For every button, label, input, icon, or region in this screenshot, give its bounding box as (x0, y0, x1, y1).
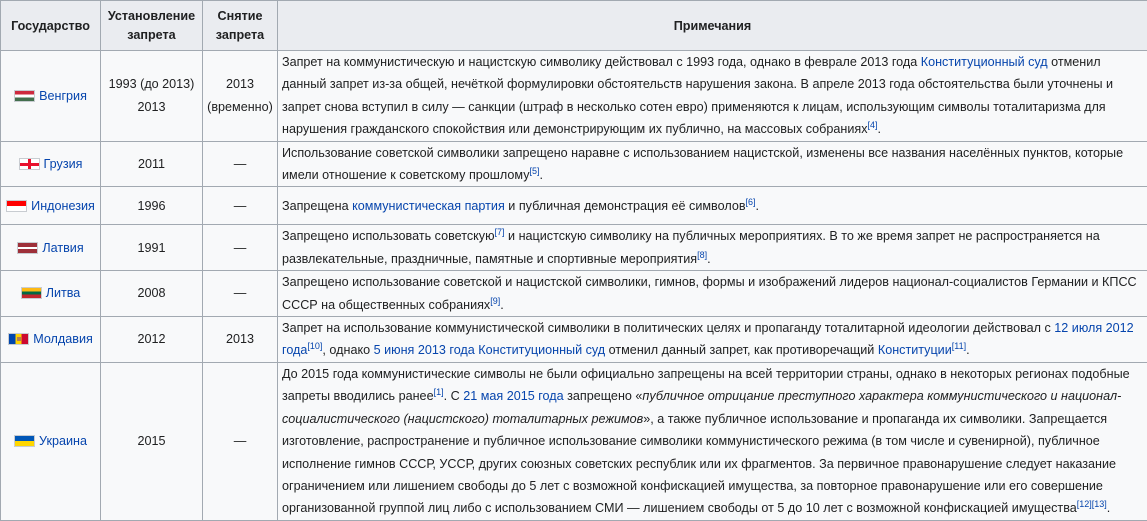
note-cell (278, 225, 1147, 271)
header-country[interactable]: Государство (1, 1, 101, 51)
note-text: Запрещено использовать советскую (282, 229, 495, 243)
country-link-ukraine[interactable]: Украина (39, 434, 87, 448)
lithuania-flag-icon (21, 287, 42, 299)
ban-set-cell: 1993 (до 2013) 2013 (101, 51, 203, 142)
note-text: . (878, 122, 882, 136)
note-cell (278, 141, 1147, 187)
reference-link[interactable]: [11] (952, 341, 966, 351)
note-text: . (1107, 501, 1111, 515)
reference-link[interactable]: [9] (490, 295, 500, 305)
ban-set-cell: 2008 (101, 271, 203, 317)
link-communist-party[interactable]: коммунистическая партия (352, 199, 505, 213)
ban-lift-cell: — (203, 225, 278, 271)
ban-lift-cell: 2013 (временно) (203, 51, 278, 142)
note-text: До 2015 года коммунистические символы не были официально запрещены на всей территории страны, однако в некоторых регионах подобные запреты вводились ранее (282, 367, 1130, 403)
reference-link[interactable]: [6] (746, 197, 756, 207)
table-row (1, 317, 1147, 363)
reference-link[interactable]: [7] (495, 227, 505, 237)
country-link-indonesia[interactable]: Индонезия (31, 199, 95, 213)
country-cell (1, 362, 101, 520)
note-cell (278, 362, 1147, 520)
ban-lift-cell: 2013 (203, 317, 278, 363)
ban-lift-cell: — (203, 141, 278, 187)
latvia-flag-icon (17, 242, 38, 254)
note-text: », а также публичное использование и пропаганда их символики. Запрещается изготовление, распространение и публичное использование символики коммунистического режима (в том числе и сувенирной), публичное исполнение гимнов СССР, УССР, других союзных советских республик или их фрагментов. За первичное правонарушение следует наказание ограничением или лишением свободы до 5 лет с возможной конфискацией имущества, за повторное правонарушение или его совершение организованной группой лиц либо с использованием СМИ — лишением свободы от 5 до 10 лет с возможной конфискацией имущества (282, 412, 1116, 516)
ban-lift-cell: — (203, 187, 278, 225)
country-cell (1, 51, 101, 142)
link-date-2012[interactable]: 12 июля 2012 года (282, 321, 1134, 357)
note-text: . (540, 168, 544, 182)
table-row (1, 51, 1147, 142)
note-cell (278, 187, 1147, 225)
country-link-lithuania[interactable]: Литва (46, 286, 81, 300)
reference-link[interactable]: [5] (530, 166, 540, 176)
reference-link[interactable]: [10] (307, 341, 322, 351)
table-row (1, 271, 1147, 317)
note-text: . С (444, 389, 464, 403)
link-constitutional-court[interactable]: Конституционный суд (921, 55, 1048, 69)
moldova-flag-icon (8, 333, 29, 345)
ban-set-cell: 1991 (101, 225, 203, 271)
reference-link[interactable]: [12] (1077, 499, 1092, 509)
country-link-georgia[interactable]: Грузия (44, 157, 83, 171)
hungary-flag-icon (14, 90, 35, 102)
note-text: и нацистскую символику на публичных мероприятиях. В то же время запрет не распространяется на развлекательные, праздничные, памятные и спортивные мероприятия (282, 229, 1100, 265)
country-cell (1, 187, 101, 225)
georgia-flag-icon (19, 158, 40, 170)
country-cell (1, 271, 101, 317)
note-cell (278, 271, 1147, 317)
country-cell (1, 141, 101, 187)
note-text: . (707, 252, 711, 266)
country-link-latvia[interactable]: Латвия (42, 241, 83, 255)
note-text: , однако (322, 343, 373, 357)
note-cell (278, 51, 1147, 142)
reference-link[interactable]: [1] (434, 387, 444, 397)
link-date-may-21[interactable]: 21 мая (463, 389, 503, 403)
ban-set-cell: 1996 (101, 187, 203, 225)
note-text: Запрет на использование коммунистической символики в политических целях и пропаганду тоталитарной идеологии действовал с (282, 321, 1054, 335)
note-cell (278, 317, 1147, 363)
header-ban-set[interactable]: Установление запрета (101, 1, 203, 51)
ukraine-flag-icon (14, 435, 35, 447)
reference-link[interactable]: [13] (1092, 499, 1107, 509)
link-year-2015[interactable]: 2015 года (507, 389, 564, 403)
country-link-moldova[interactable]: Молдавия (33, 332, 93, 346)
table-row (1, 225, 1147, 271)
link-constitution[interactable]: Конституции (878, 343, 952, 357)
note-text: Запрещено использование советской и нацистской символики, гимнов, формы и изображений лидеров национал-социалистов Германии и КПСС СССР на общественных собраниях (282, 275, 1137, 311)
header-ban-lift[interactable]: Снятие запрета (203, 1, 278, 51)
note-text: . (966, 343, 970, 357)
ban-set-cell: 2011 (101, 141, 203, 187)
country-cell (1, 225, 101, 271)
ban-lift-cell: — (203, 271, 278, 317)
link-date-2013[interactable]: 5 июня 2013 года (374, 343, 475, 357)
ban-set-cell: 2012 (101, 317, 203, 363)
country-cell (1, 317, 101, 363)
link-constitutional-court[interactable]: Конституционный суд (478, 343, 605, 357)
header-notes[interactable]: Примечания (278, 1, 1147, 51)
country-link-hungary[interactable]: Венгрия (39, 89, 87, 103)
note-quote: публичное отрицание преступного характера коммунистического и национал-социалистического (нацистского) тоталитарных режимов (282, 389, 1121, 425)
note-text: Использование советской символики запрещено наравне с использованием нацистской, изменены все названия населённых пунктов, которые имели отношение к советскому прошлому (282, 146, 1123, 182)
ban-lift-cell: — (203, 362, 278, 520)
note-text: . (756, 199, 760, 213)
reference-link[interactable]: [4] (868, 120, 878, 130)
note-text: Запрет на коммунистическую и нацистскую символику действовал с 1993 года, однако в феврале 2013 года (282, 55, 921, 69)
note-text: запрещено « (564, 389, 643, 403)
table-row (1, 362, 1147, 520)
reference-link[interactable]: [8] (697, 250, 707, 260)
table-row (1, 141, 1147, 187)
note-text: . (500, 298, 504, 312)
ban-set-cell: 2015 (101, 362, 203, 520)
indonesia-flag-icon (6, 200, 27, 212)
header-row (1, 1, 1147, 51)
note-text: Запрещена (282, 199, 352, 213)
note-text: отменил данный запрет, как противоречащий (605, 343, 878, 357)
note-text: и публичная демонстрация её символов (505, 199, 746, 213)
note-text: отменил данный запрет из-за общей, нечёткой формулировки обстоятельств нарушения закона. В апреле 2013 года обстоятельства были уточнены и запрет снова вступил в силу — санкции (штраф в несколько сотен евро) применяются к лицам, использующим символы тоталитаризма для нарушения гражданского спокойствия или демонстрирующим их публично, на массовых собраниях (282, 55, 1113, 136)
table-row (1, 187, 1147, 225)
